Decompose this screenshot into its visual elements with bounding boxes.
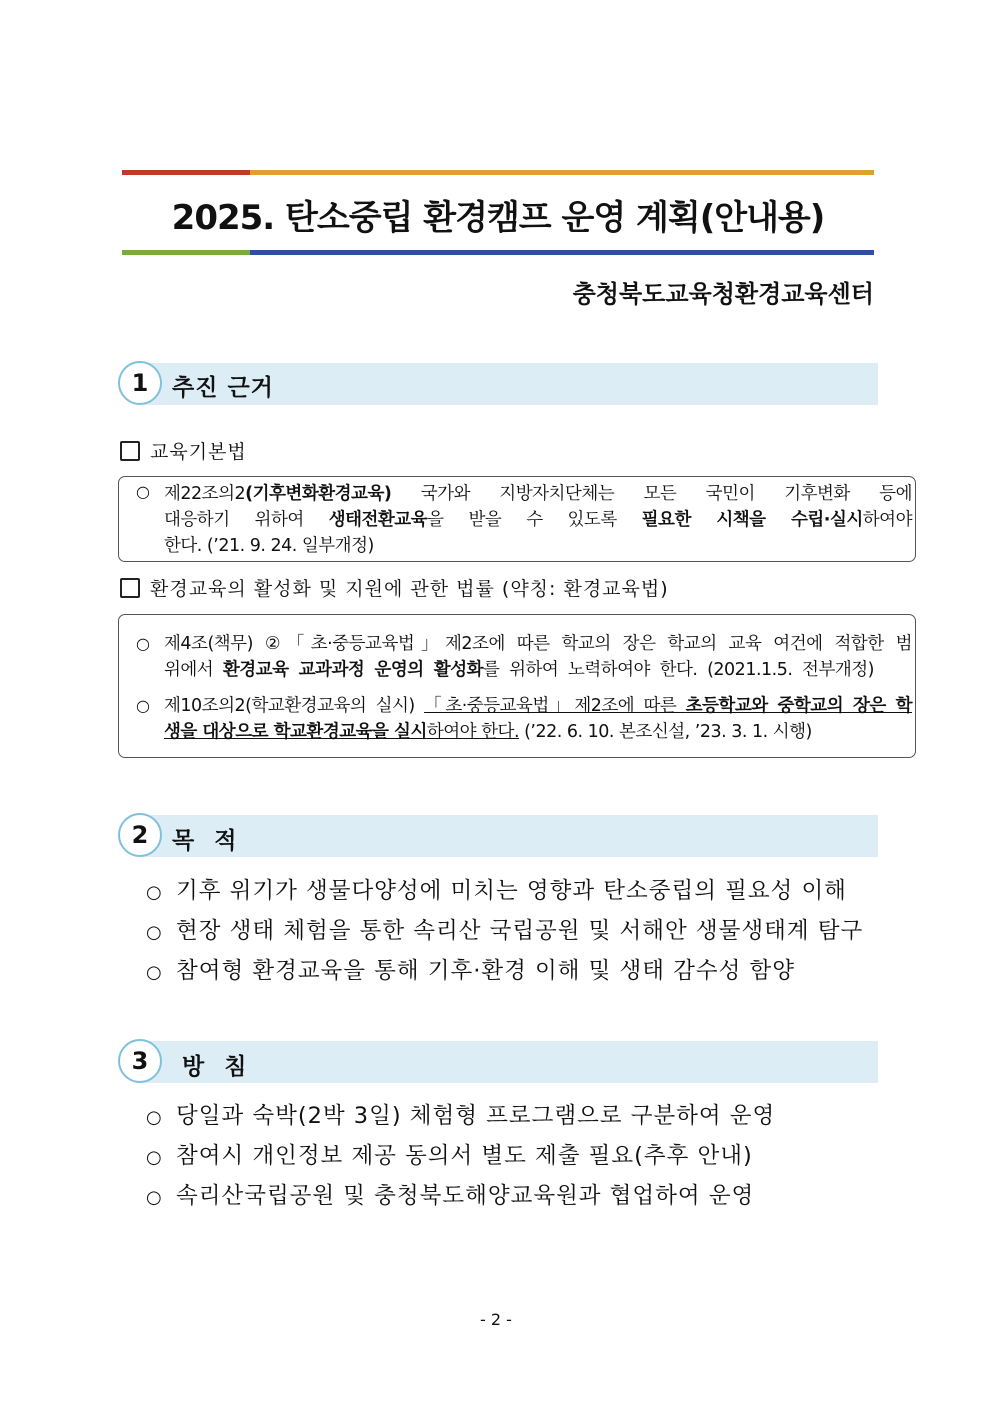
checklist-label-1: 교육기본법 bbox=[150, 441, 247, 463]
purpose-item: ○ 기후 위기가 생물다양성에 미치는 영향과 탄소중립의 필요성 이해 bbox=[146, 878, 847, 904]
note-3-line-1: 제10조의2(학교환경교육의 실시) 「초·중등교육법」제2조에 따른 초등학교와 중학교의 장은 학 bbox=[164, 696, 913, 716]
section-1-title: 추진 근거 bbox=[172, 375, 274, 401]
top-bar-red bbox=[122, 170, 250, 175]
bullet-icon: ○ bbox=[136, 634, 150, 653]
page-number: - 2 - bbox=[480, 1310, 512, 1329]
section-3-number: 3 bbox=[118, 1039, 162, 1083]
bottom-bar-blue bbox=[250, 250, 874, 255]
bullet-icon: ○ bbox=[136, 482, 150, 501]
note-1-line-3: 한다. (’21. 9. 24. 일부개정) bbox=[164, 536, 374, 556]
checkbox-icon bbox=[120, 578, 140, 598]
organization-name: 충청북도교육청환경교육센터 bbox=[572, 279, 874, 308]
section-1-number: 1 bbox=[118, 361, 162, 405]
section-2-number: 2 bbox=[118, 813, 162, 857]
note-2-line-1: 제4조(책무) ②「초·중등교육법」제2조에 따른 학교의 장은 학교의 교육 여건에 적합한 범 bbox=[164, 634, 912, 654]
purpose-item: ○ 참여형 환경교육을 통해 기후·환경 이해 및 생태 감수성 함양 bbox=[146, 958, 796, 984]
page-title: 2025. 탄소중립 환경캠프 운영 계획(안내용) bbox=[171, 198, 825, 238]
section-2-band bbox=[140, 815, 878, 857]
bottom-bar-green bbox=[122, 250, 250, 255]
policy-item: ○ 참여시 개인정보 제공 동의서 별도 제출 필요(추후 안내) bbox=[146, 1143, 753, 1169]
policy-item: ○ 속리산국립공원 및 충청북도해양교육원과 협업하여 운영 bbox=[146, 1183, 755, 1209]
checkbox-icon bbox=[120, 441, 140, 461]
note-1-line-1: 제22조의2(기후변화환경교육) 국가와 지방자치단체는 모든 국민이 기후변화 등에 bbox=[164, 484, 912, 504]
policy-item: ○ 당일과 숙박(2박 3일) 체험형 프로그램으로 구분하여 운영 bbox=[146, 1103, 776, 1129]
note-2-line-2: 위에서 환경교육 교과과정 운영의 활성화를 위하여 노력하여야 한다. (2021.1.5. 전부개정) bbox=[164, 660, 874, 680]
purpose-item: ○ 현장 생태 체험을 통한 속리산 국립공원 및 서해안 생물생태계 탐구 bbox=[146, 918, 864, 944]
note-1-line-2: 대응하기 위하여 생태전환교육을 받을 수 있도록 필요한 시책을 수립·실시하여야 bbox=[164, 510, 912, 530]
section-2-title: 목 적 bbox=[172, 828, 243, 854]
section-3-title: 방 침 bbox=[182, 1054, 253, 1080]
bullet-icon: ○ bbox=[136, 696, 150, 715]
checklist-label-2: 환경교육의 활성화 및 지원에 관한 법률 (약칭: 환경교육법) bbox=[150, 578, 669, 600]
top-bar-orange bbox=[250, 170, 874, 175]
note-3-line-2: 생을 대상으로 학교환경교육을 실시하여야 한다. (’22. 6. 10. 본조신설, ’23. 3. 1. 시행) bbox=[164, 722, 812, 742]
